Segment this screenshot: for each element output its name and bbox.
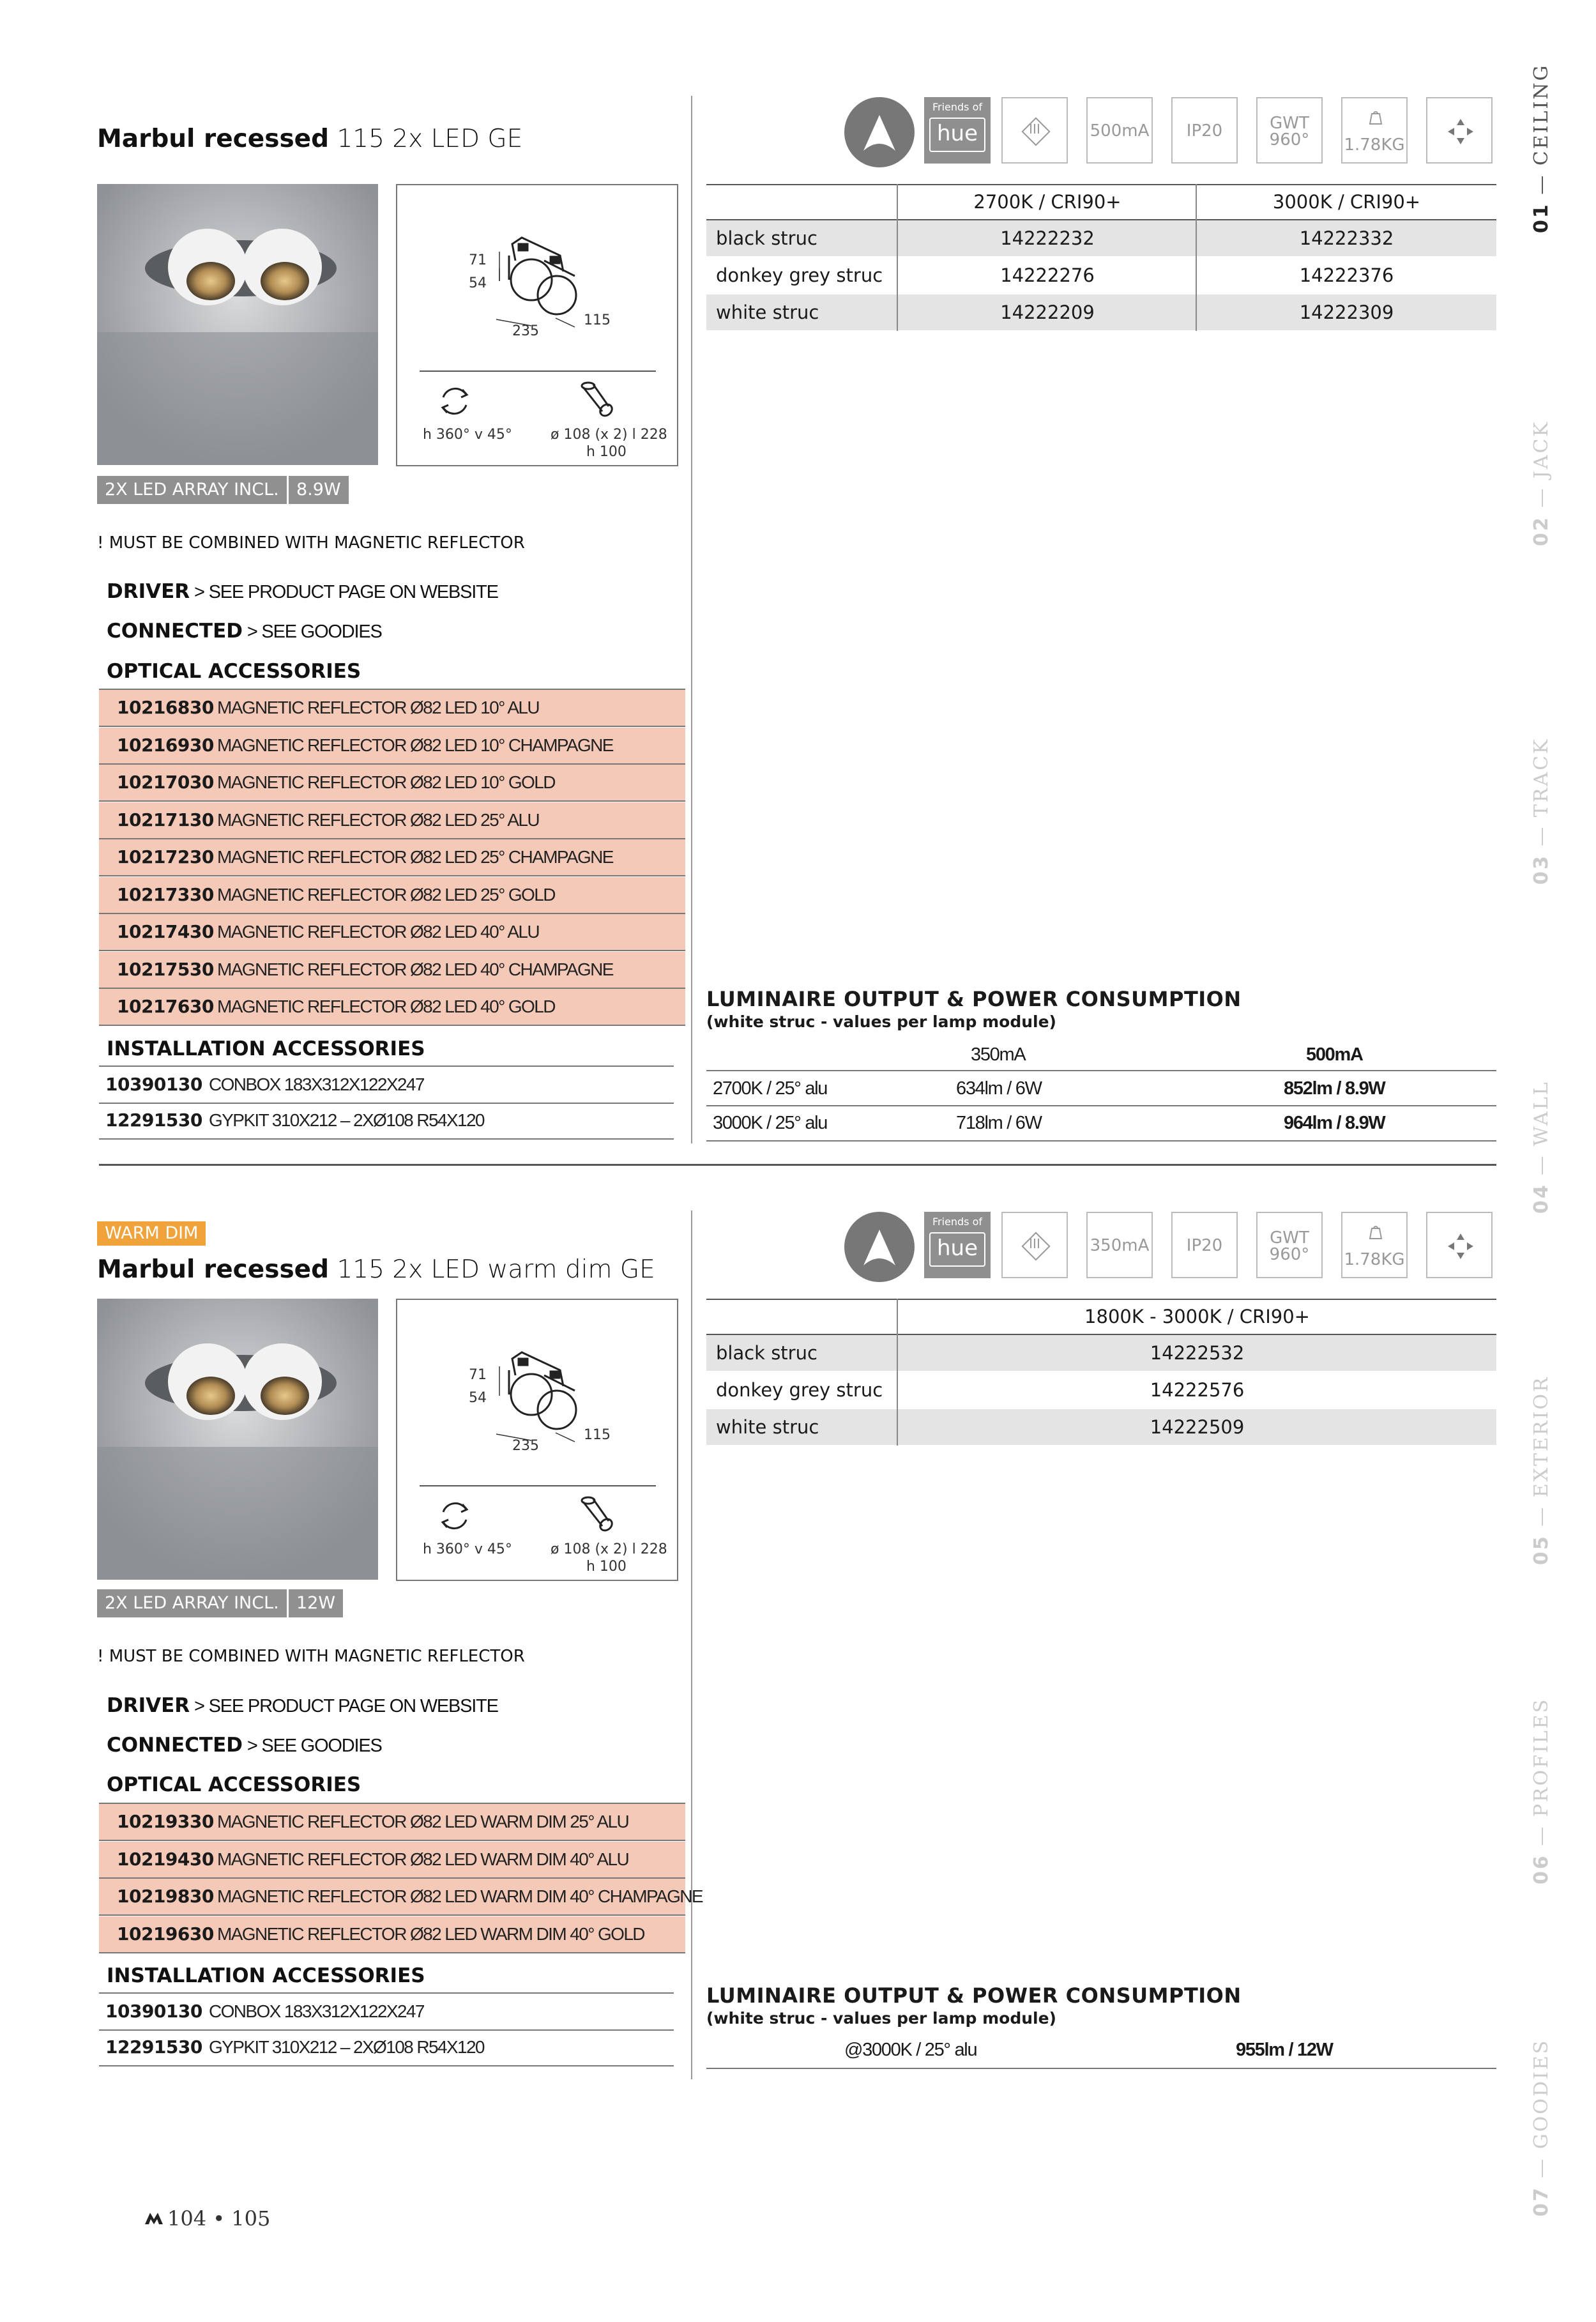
dim-label: 235 (512, 323, 539, 339)
ip-rating-icon: IP20 (1171, 97, 1238, 164)
output-title: LUMINAIRE OUTPUT & POWER CONSUMPTION (706, 987, 1242, 1011)
rule (706, 1105, 1496, 1106)
table-row: white struc 14222209 14222309 (706, 294, 1496, 330)
optical-accessories-title: OPTICAL ACCESSORIES (107, 1773, 361, 1796)
optical-accessory-row (99, 1916, 685, 1953)
adjustable-arrows-icon (1426, 97, 1493, 164)
current-icon: 500mA (1086, 97, 1153, 164)
output-subtitle: (white struc - values per lamp module) (706, 1012, 1056, 1031)
optical-accessory-row (99, 989, 685, 1026)
product-photo (97, 184, 378, 465)
optical-accessories-title: OPTICAL ACCESSORIES (107, 660, 361, 683)
dim-label: 235 (512, 1438, 539, 1454)
warm-dim-tag: WARM DIM (97, 1221, 206, 1246)
optical-accessory-row (99, 914, 685, 951)
warning-note: ! MUST BE COMBINED WITH MAGNETIC REFLECTOR (97, 1647, 525, 1666)
optical-accessory-row (99, 690, 685, 727)
glow-wire-icon: GWT 960° (1256, 1212, 1323, 1278)
accessory-code: 10217230 (117, 846, 214, 867)
optical-accessory-row (99, 1842, 685, 1879)
accessory-code: 10216830 (117, 697, 214, 718)
rotation-icon (436, 1497, 474, 1535)
rule (706, 1140, 1496, 1142)
dim-label: 54 (469, 275, 487, 291)
rule (706, 1070, 1496, 1071)
install-row: 12291530 GYPKIT 310X212 – 2XØ108 R54X120 (99, 1103, 674, 1140)
accessory-description: MAGNETIC REFLECTOR Ø82 LED 10° ALU (217, 698, 540, 717)
accessory-description: MAGNETIC REFLECTOR Ø82 LED 25° ALU (217, 809, 540, 830)
output-value: 964lm / 8.9W (1284, 1113, 1385, 1133)
output-value: 852lm / 8.9W (1284, 1078, 1385, 1099)
install-row: 12291530 GYPKIT 310X212 – 2XØ108 R54X120 (99, 2029, 674, 2066)
column-header: 1800K - 3000K / CRI90+ (1084, 1306, 1310, 1327)
led-array-badge: 2X LED ARRAY INCL. (97, 1589, 287, 1617)
column-divider (691, 1211, 692, 2079)
brand-mark-icon (144, 2210, 164, 2228)
accessory-description: MAGNETIC REFLECTOR Ø82 LED WARM DIM 40° ALU (217, 1849, 629, 1869)
accessory-code: 10217030 (117, 772, 214, 793)
page-numbers: 104 • 105 (167, 2206, 271, 2231)
accessory-description: MAGNETIC REFLECTOR Ø82 LED 10° GOLD (217, 772, 555, 792)
accessory-description: MAGNETIC REFLECTOR Ø82 LED WARM DIM 40° GOLD (217, 1923, 644, 1944)
product-title: Marbul recessed 115 2x LED GE (97, 125, 523, 153)
install-row: 10390130 CONBOX 183X312X122X247 (99, 1994, 674, 2031)
accessory-description: MAGNETIC REFLECTOR Ø82 LED WARM DIM 40° CHAMPAGNE (217, 1886, 703, 1906)
optical-accessory-row (99, 728, 685, 765)
article-number-table (706, 184, 1496, 332)
dim-label: 115 (584, 312, 611, 328)
accessory-code: 10217430 (117, 921, 214, 942)
output-row-label: @3000K / 25° alu (844, 2040, 977, 2060)
connected-line: CONNECTED > SEE GOODIES (107, 1734, 382, 1757)
wattage-badge: 8.9W (289, 476, 349, 504)
table-row: donkey grey struc 14222576 (716, 1379, 1245, 1401)
table-row: donkey grey struc 14222276 14222376 (716, 264, 1394, 286)
product-title: Marbul recessed 115 2x LED warm dim GE (97, 1255, 655, 1284)
glow-wire-icon: GWT 960° (1256, 97, 1323, 164)
accessory-description: MAGNETIC REFLECTOR Ø82 LED 40° GOLD (217, 997, 555, 1016)
accessory-code: 10219630 (117, 1923, 214, 1944)
optical-accessory-row (99, 877, 685, 914)
weight-icon: 1.78KG (1341, 97, 1408, 164)
accessory-description: MAGNETIC REFLECTOR Ø82 LED 40° CHAMPAGNE (217, 959, 613, 979)
accessory-description: MAGNETIC REFLECTOR Ø82 LED 25° GOLD (217, 884, 555, 905)
section-divider (99, 1164, 1496, 1166)
output-row-label: 3000K / 25° alu (713, 1113, 828, 1133)
led-array-badge: 2X LED ARRAY INCL. (97, 476, 287, 504)
accessory-code: 10217130 (117, 809, 214, 830)
column-header: 3000K / CRI90+ (1272, 191, 1421, 213)
article-number-table (706, 1299, 1496, 1447)
dim-label: 71 (469, 252, 487, 268)
spot-icon (579, 1493, 624, 1538)
column-divider (691, 96, 692, 1143)
table-row: black struc 14222232 14222332 (706, 220, 1496, 256)
rotation-spec: h 360° v 45° (423, 1541, 512, 1557)
output-row-label: 2700K / 25° alu (713, 1078, 828, 1099)
dim-label: 54 (469, 1390, 487, 1406)
dim-label: 115 (584, 1427, 611, 1443)
product-photo (97, 1299, 378, 1580)
drawing-divider (420, 1485, 656, 1486)
installation-accessories-title: INSTALLATION ACCESSORIES (107, 1037, 425, 1060)
spot-icon (579, 378, 624, 423)
accessory-description: MAGNETIC REFLECTOR Ø82 LED 25° CHAMPAGNE (217, 847, 613, 867)
driver-line: DRIVER > SEE PRODUCT PAGE ON WEBSITE (107, 580, 498, 603)
technical-drawing (396, 1299, 678, 1581)
accessory-description: MAGNETIC REFLECTOR Ø82 LED WARM DIM 25° ALU (217, 1812, 629, 1831)
class-iii-icon: III (1001, 97, 1068, 164)
drawing-divider (420, 370, 656, 372)
output-subtitle: (white struc - values per lamp module) (706, 2009, 1056, 2028)
technical-drawing (396, 184, 678, 466)
output-header: 500mA (1306, 1044, 1363, 1065)
accessory-description: MAGNETIC REFLECTOR Ø82 LED 10° CHAMPAGNE (217, 735, 613, 755)
accessory-code: 10217630 (117, 996, 214, 1017)
current-icon: 350mA (1086, 1212, 1153, 1278)
class-iii-icon: III (1001, 1212, 1068, 1278)
wattage-badge: 12W (289, 1589, 343, 1617)
optical-accessory-row (99, 765, 685, 802)
output-value: 718lm / 6W (956, 1113, 1042, 1133)
warning-note: ! MUST BE COMBINED WITH MAGNETIC REFLECTOR (97, 533, 525, 553)
output-header: 350mA (971, 1044, 1026, 1065)
accessory-code: 10217330 (117, 883, 214, 905)
adjustable-arrows-icon (1426, 1212, 1493, 1278)
brand-logo-icon (844, 1212, 915, 1282)
accessory-code: 10219830 (117, 1886, 214, 1907)
optical-accessory-row (99, 1804, 685, 1841)
installation-accessories-title: INSTALLATION ACCESSORIES (107, 1964, 425, 1987)
cutout-height: h 100 (586, 1559, 627, 1575)
cutout-spec: ø 108 (x 2) l 228 (551, 1541, 667, 1557)
optical-accessory-row (99, 952, 685, 989)
weight-icon: 1.78KG (1341, 1212, 1408, 1278)
install-row: 10390130 CONBOX 183X312X122X247 (99, 1067, 674, 1104)
friends-of-hue-icon: Friends of hue (924, 97, 991, 164)
output-title: LUMINAIRE OUTPUT & POWER CONSUMPTION (706, 1983, 1242, 2008)
optical-accessory-row (99, 1879, 703, 1916)
rotation-spec: h 360° v 45° (423, 427, 512, 443)
table-row: white struc 14222509 (706, 1409, 1496, 1445)
driver-line: DRIVER > SEE PRODUCT PAGE ON WEBSITE (107, 1694, 498, 1717)
accessory-code: 10216930 (117, 734, 214, 756)
output-value: 634lm / 6W (956, 1078, 1042, 1099)
rotation-icon (436, 382, 474, 420)
accessory-code: 10217530 (117, 958, 214, 980)
table-row: black struc 14222532 (706, 1335, 1496, 1371)
column-header: 2700K / CRI90+ (973, 191, 1121, 213)
cutout-height: h 100 (586, 444, 627, 460)
accessory-code: 10219330 (117, 1811, 214, 1832)
dim-label: 71 (469, 1367, 487, 1383)
brand-logo-icon (844, 97, 915, 167)
accessory-code: 10219430 (117, 1848, 214, 1870)
rule (706, 2068, 1496, 2069)
cutout-spec: ø 108 (x 2) l 228 (551, 427, 667, 443)
ip-rating-icon: IP20 (1171, 1212, 1238, 1278)
output-value: 955lm / 12W (1236, 2040, 1333, 2060)
friends-of-hue-icon: Friends of hue (924, 1212, 991, 1278)
optical-accessory-row (99, 802, 685, 839)
accessory-description: MAGNETIC REFLECTOR Ø82 LED 40° ALU (217, 922, 540, 942)
connected-line: CONNECTED > SEE GOODIES (107, 620, 382, 643)
optical-accessory-row (99, 839, 685, 876)
